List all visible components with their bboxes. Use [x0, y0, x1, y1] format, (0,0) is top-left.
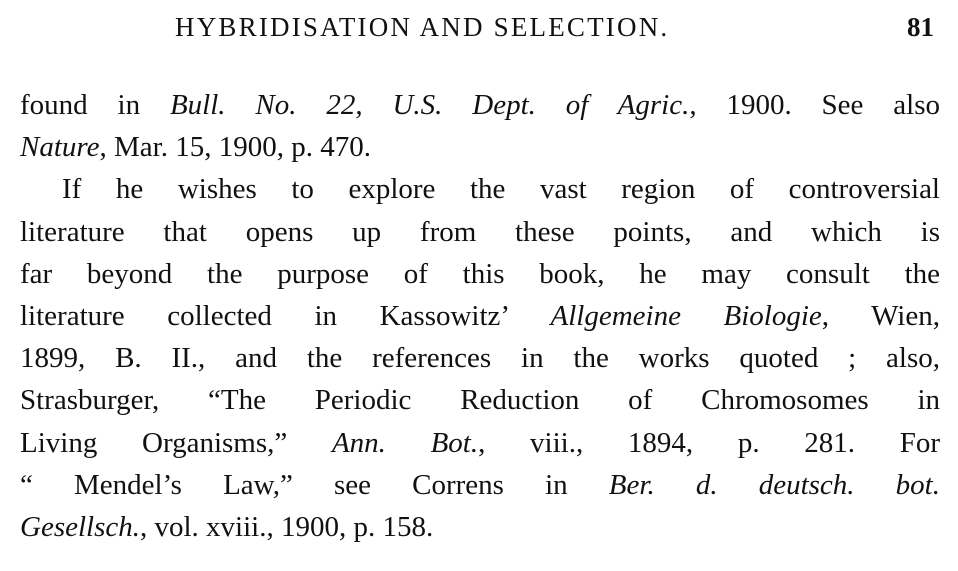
text-line — [20, 84, 940, 126]
text-run: “ Mendel’s Law,” see Correns in — [20, 468, 609, 501]
page-number: 81 — [907, 12, 934, 42]
text-run: , Mar. 15, 1900, p. 470. — [99, 131, 371, 164]
italic-citation: Ann. Bot. — [331, 426, 479, 459]
text-run: , Wien, — [821, 299, 940, 332]
text-run: , vol. xviii., 1900, p. 158. — [140, 510, 434, 543]
running-title: HYBRIDISATION AND SELECTION. — [175, 12, 670, 42]
text-run: 1899, B. II., and the references in the works quoted ; also, — [20, 342, 940, 375]
text-line — [20, 211, 940, 253]
text-run: If he wishes to explore the vast region of controversial — [62, 173, 940, 206]
italic-citation: Nature — [20, 131, 100, 164]
running-head — [0, 8, 958, 52]
text-run: literature collected in Kassowitz’ — [20, 299, 551, 332]
text-run: , viii., 1894, p. 281. For — [478, 426, 940, 459]
text-run: Living Organisms,” — [20, 426, 332, 459]
text-run: far beyond the purpose of this book, he may consult the — [20, 257, 940, 290]
italic-citation: Bull. No. 22, U.S. Dept. of Agric. — [169, 89, 690, 121]
text-line — [20, 464, 940, 506]
text-line — [20, 379, 940, 421]
italic-citation: Ber. d. deutsch. bot. — [608, 468, 940, 501]
text-line — [20, 337, 940, 379]
text-run: literature that opens up from these points, and which is — [20, 215, 940, 248]
text-run: found in — [20, 89, 170, 121]
text-line — [20, 295, 940, 337]
text-run: Strasburger, “The Periodic Reduction of Chromosomes in — [20, 384, 940, 417]
text-line — [20, 126, 940, 168]
text-line — [20, 168, 940, 210]
text-line — [20, 253, 940, 295]
text-line — [20, 422, 940, 464]
text-line — [20, 506, 940, 548]
body-text — [20, 84, 940, 548]
italic-citation: Gesellsch. — [20, 510, 140, 543]
italic-citation: Allgemeine Biologie — [550, 299, 822, 332]
text-run: , 1900. See also — [689, 89, 941, 121]
